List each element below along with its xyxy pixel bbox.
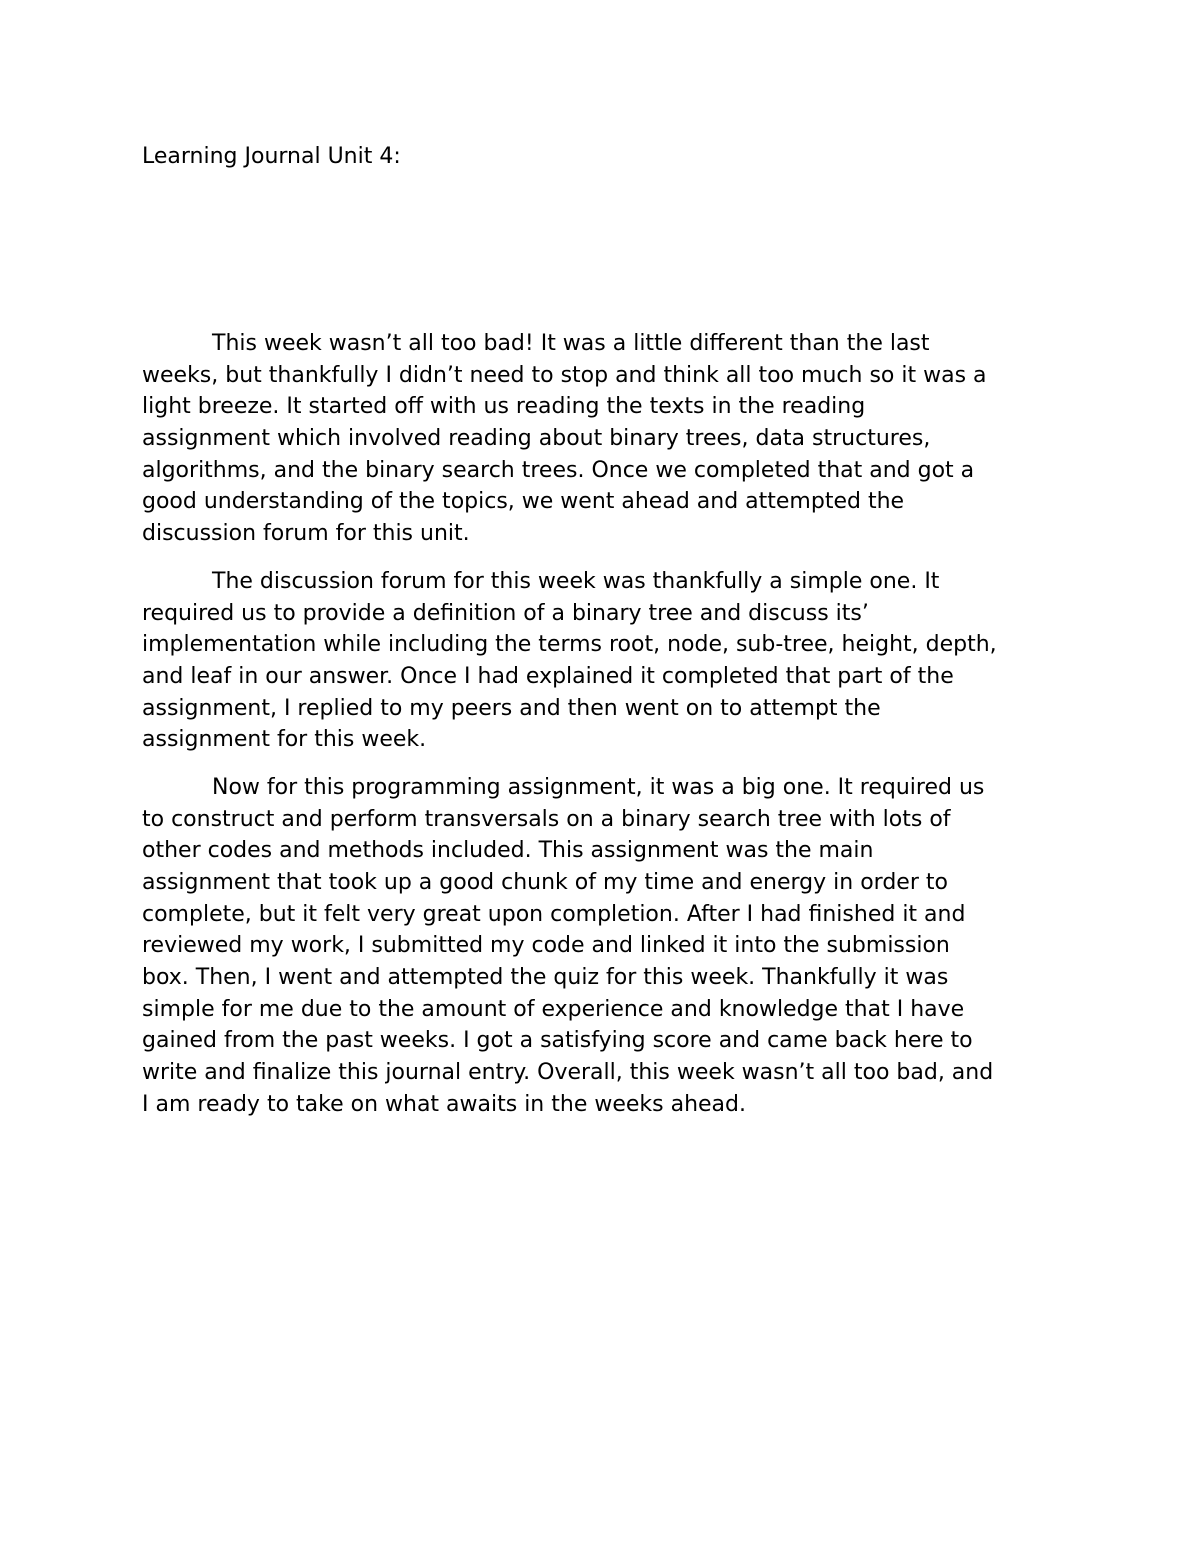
paragraph-line: The discussion forum for this week was thankfully a simple one. It — [212, 568, 940, 594]
paragraph-line: assignment which involved reading about binary trees, data structures, — [142, 426, 931, 452]
paragraph-line: good understanding of the topics, we went ahead and attempted the — [142, 489, 905, 515]
document-title: Learning Journal Unit 4: — [142, 144, 401, 169]
document-body — [142, 328, 1072, 1121]
paragraph-line: light breeze. It started off with us reading the texts in the reading — [142, 394, 866, 420]
paragraph-line: write and finalize this journal entry. Overall, this week wasn’t all too bad, and — [142, 1060, 994, 1086]
paragraph-line: gained from the past weeks. I got a satisfying score and came back here to — [142, 1028, 973, 1054]
paragraph-line: complete, but it felt very great upon completion. After I had finished it and — [142, 901, 966, 927]
paragraph-line: assignment that took up a good chunk of my time and energy in order to — [142, 870, 948, 895]
paragraph-line: implementation while including the terms root, node, sub-tree, height, depth, — [142, 632, 997, 658]
paragraph-line: This week wasn’t all too bad! It was a little different than the last — [212, 331, 930, 356]
paragraph-line: I am ready to take on what awaits in the weeks ahead. — [142, 1091, 747, 1117]
paragraph-line: weeks, but thankfully I didn’t need to stop and think all too much so it was a — [142, 362, 987, 388]
paragraph-line: assignment, I replied to my peers and then went on to attempt the — [142, 695, 881, 721]
paragraph-line: reviewed my work, I submitted my code and linked it into the submission — [142, 933, 950, 959]
paragraph-line: box. Then, I went and attempted the quiz for this week. Thankfully it was — [142, 965, 949, 991]
paragraph-line: and leaf in our answer. Once I had explained it completed that part of the — [142, 663, 954, 689]
paragraph-line: assignment for this week. — [142, 727, 427, 753]
paragraph-3 — [142, 772, 1072, 1121]
paragraph-1 — [142, 328, 1072, 550]
paragraph-line: to construct and perform transversals on a binary search tree with lots of — [142, 806, 951, 832]
paragraph-2 — [142, 566, 1072, 756]
paragraph-line: other codes and methods included. This assignment was the main — [142, 838, 874, 864]
paragraph-line: algorithms, and the binary search trees. Once we completed that and got a — [142, 457, 975, 483]
paragraph-line: discussion forum for this unit. — [142, 521, 470, 547]
paragraph-line: simple for me due to the amount of experience and knowledge that I have — [142, 996, 965, 1022]
paragraph-line: required us to provide a definition of a binary tree and discuss its’ — [142, 600, 869, 626]
paragraph-line: Now for this programming assignment, it was a big one. It required us — [212, 774, 985, 800]
